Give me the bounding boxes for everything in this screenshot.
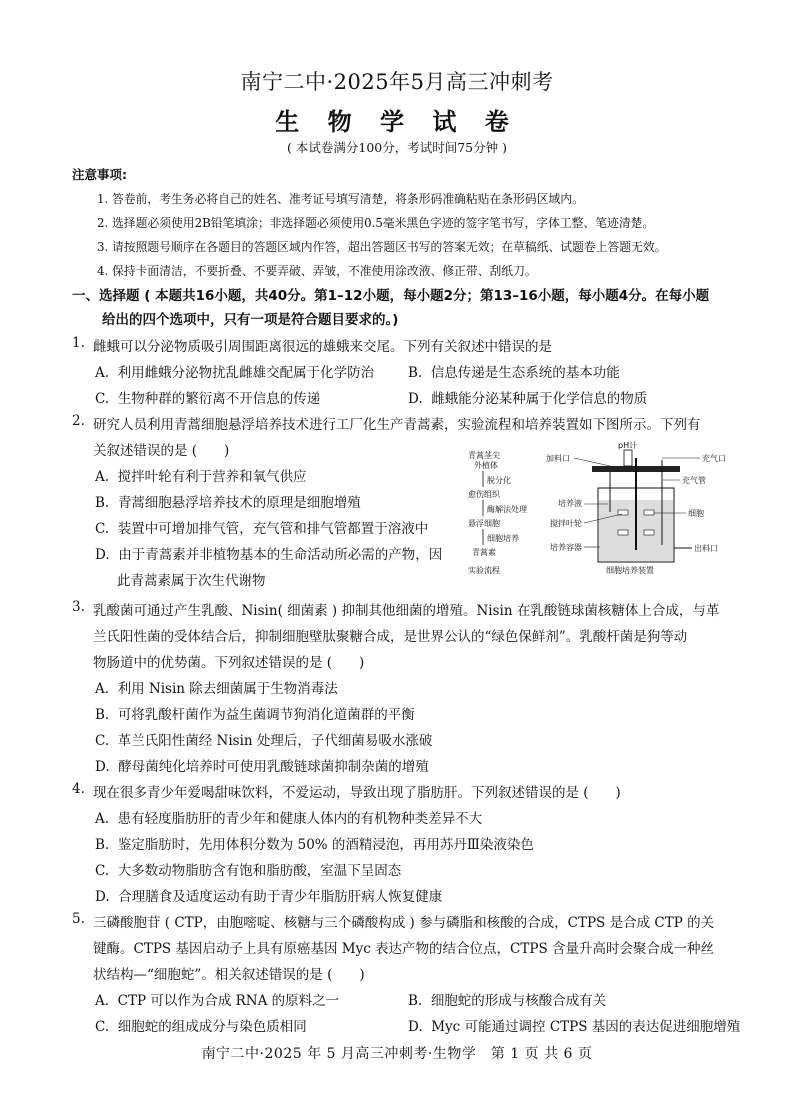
question-stem: 现在很多青少年爱喝甜味饮料，不爱运动，导致出现了脂肪肝。下列叙述错误的是 ( ) <box>93 785 621 801</box>
question-number: 3. <box>72 599 85 615</box>
flow-step: 脱分化 <box>487 476 511 485</box>
option-c: C. 细胞蛇的组成成分与染色质相同 <box>95 1019 307 1035</box>
flow-step: 愈伤组织 <box>468 490 500 499</box>
flow-step: 细胞培养 <box>487 534 519 543</box>
option-d-continued: 此青蒿素属于次生代谢物 <box>117 573 266 589</box>
option-c: C. 生物种群的繁衍离不开信息的传递 <box>95 391 321 407</box>
diagram-label: 培养容器 <box>550 543 582 552</box>
question-stem: 雌蛾可以分泌物质吸引周围距离很远的雄蛾来交尾。下列有关叙述中错误的是 <box>93 339 552 355</box>
culture-diagram <box>458 440 736 576</box>
section-heading-line2: 给出的四个选项中，只有一项是符合题目要求的。) <box>102 312 399 328</box>
flow-step: 酶解法处理 <box>487 505 527 514</box>
flow-step: 外植体 <box>474 461 498 470</box>
option-a: A. 搅拌叶轮有利于营养和氧气供应 <box>95 469 307 485</box>
diagram-label: pH计 <box>618 441 638 450</box>
question-stem: 兰氏阳性菌的受体结合后，抑制细胞壁肽聚糖合成，是世界公认的“绿色保鲜剂”。乳酸杆菌是狗等动 <box>93 629 688 645</box>
option-d: D. 由于青蒿素并非植物基本的生命活动所必需的产物，因 <box>95 547 443 563</box>
option-d: D. 合理膳食及适度运动有助于青少年脂肪肝病人恢复健康 <box>95 889 443 905</box>
notice-item: 3. 请按照题号顺序在各题目的答题区域内作答，超出答题区书写的答案无效；在草稿纸、试题卷上答题无效。 <box>97 240 667 254</box>
exam-title: 南宁二中·2025年5月高三冲刺考 <box>240 70 554 94</box>
option-a: A. 患有轻度脂肪肝的青少年和健康人体内的有机物种类差异不大 <box>95 811 483 827</box>
flow-step: 青蒿素 <box>472 548 496 557</box>
flow-step: 悬浮细胞 <box>468 519 500 528</box>
question-stem: 研究人员利用青蒿细胞悬浮培养技术进行工厂化生产青蒿素，实验流程和培养装置如下图所示。下列有 <box>93 417 701 433</box>
option-a: A. 利用雌蛾分泌物扰乱雌雄交配属于化学防治 <box>95 365 375 381</box>
question-number: 5. <box>72 911 85 927</box>
question-stem: 乳酸菌可通过产生乳酸、Nisin( 细菌素 ) 抑制其他细菌的增殖。Nisin 在乳酸链球菌核糖体上合成，与革 <box>93 603 720 619</box>
subject-title: 生 物 学 试 卷 <box>275 107 519 136</box>
option-b: B. 细胞蛇的形成与核酸合成有关 <box>408 993 607 1009</box>
exam-subtitle: ( 本试卷满分100分，考试时间75分钟 ) <box>287 140 507 155</box>
diagram-label: 搅拌叶轮 <box>550 519 582 528</box>
question-stem: 状结构—“细胞蛇”。相关叙述错误的是 ( ) <box>93 967 365 983</box>
question-stem: 物肠道中的优势菌。下列叙述错误的是 ( ) <box>93 655 365 671</box>
option-b: B. 青蒿细胞悬浮培养技术的原理是细胞增殖 <box>95 495 361 511</box>
section-heading <box>72 284 728 332</box>
notice-item: 4. 保持卡面清洁，不要折叠、不要弄破、弄皱，不准使用涂改液、修正带、刮纸刀。 <box>97 264 537 278</box>
question-stem: 键酶。CTPS 基因启动子上具有原癌基因 Myc 表达产物的结合位点，CTPS 含量升高时会聚合成一种丝 <box>93 941 715 957</box>
diagram-label: 充气管 <box>682 476 706 485</box>
option-d: D. 酵母菌纯化培养时可使用乳酸链球菌抑制杂菌的增殖 <box>95 759 429 775</box>
diagram-caption: 细胞培养装置 <box>606 566 654 575</box>
option-c: C. 装置中可增加排气管，充气管和排气管都置于溶液中 <box>95 521 429 537</box>
diagram-label: 出料口 <box>694 544 718 553</box>
notice-heading: 注意事项: <box>72 167 127 182</box>
option-b: B. 鉴定脂肪时，先用体积分数为 50% 的酒精浸泡，再用苏丹Ⅲ染液染色 <box>95 837 534 853</box>
option-a: A. CTP 可以作为合成 RNA 的原料之一 <box>95 993 340 1009</box>
question-number: 2. <box>72 413 85 429</box>
option-b: B. 可将乳酸杆菌作为益生菌调节狗消化道菌群的平衡 <box>95 707 415 723</box>
notice-item: 2. 选择题必须使用2B铅笔填涂；非选择题必须使用0.5毫米黑色字迹的签字笔书写，字体工整、笔迹清楚。 <box>97 216 655 230</box>
diagram-label: 细胞 <box>688 509 704 518</box>
option-c: C. 大多数动物脂肪含有饱和脂肪酸，室温下呈固态 <box>95 863 402 879</box>
question-stem: 三磷酸胞苷 ( CTP，由胞嘧啶、核糖与三个磷酸构成 ) 参与磷脂和核酸的合成，CTPS 是合成 CTP 的关 <box>93 915 715 931</box>
page-footer: 南宁二中·2025 年 5 月高三冲刺考·生物学 第 1 页 共 6 页 <box>201 1046 593 1062</box>
notice-item: 1. 答卷前，考生务必将自己的姓名、准考证号填写清楚，将条形码准确粘贴在条形码区域内。 <box>97 192 584 206</box>
flow-caption: 实验流程 <box>468 566 500 575</box>
diagram-label: 充气口 <box>702 454 726 463</box>
section-heading-line1: 一、选择题 ( 本题共16小题，共40分。第1–12小题，每小题2分；第13–16小题，每小题4分。在每小题 <box>72 288 710 304</box>
option-b: B. 信息传递是生态系统的基本功能 <box>408 365 620 381</box>
option-d: D. 雌蛾能分泌某种属于化学信息的物质 <box>408 391 648 407</box>
diagram-label: 培养液 <box>558 499 582 508</box>
option-a: A. 利用 Nisin 除去细菌属于生物消毒法 <box>95 681 338 697</box>
option-c: C. 革兰氏阳性菌经 Nisin 处理后，子代细菌易吸水涨破 <box>95 733 433 749</box>
question-number: 1. <box>72 335 85 351</box>
option-d: D. Myc 可能通过调控 CTPS 基因的表达促进细胞增殖 <box>408 1019 741 1035</box>
diagram-label: 加料口 <box>546 454 570 463</box>
flow-step: 青蒿茎尖 <box>468 451 500 460</box>
question-stem: 关叙述错误的是 ( ) <box>93 443 230 459</box>
question-number: 4. <box>72 781 85 797</box>
